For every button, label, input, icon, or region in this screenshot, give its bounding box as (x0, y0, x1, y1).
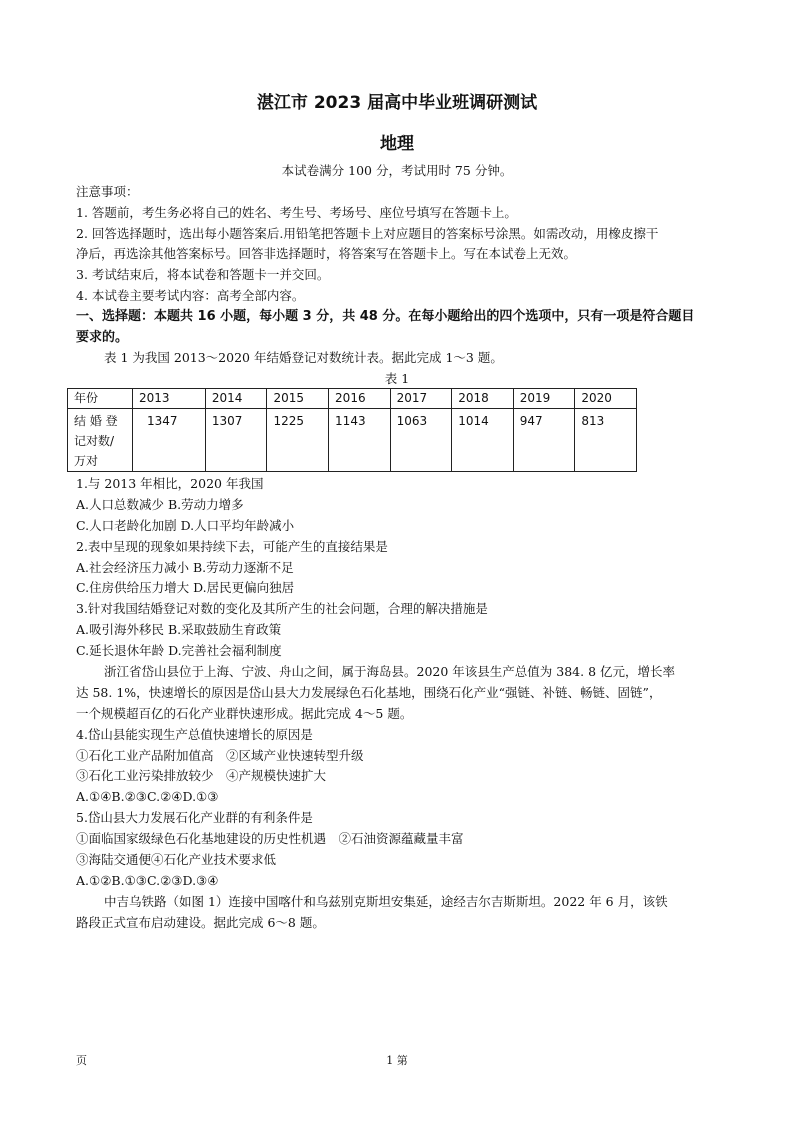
question-options: A.人口总数减少 B.劳动力增多 (76, 496, 244, 512)
value-cell: 1347 (133, 409, 206, 472)
question-statements: ③海陆交通便④石化产业技术要求低 (76, 852, 277, 868)
notes-heading: 注意事项： (76, 184, 139, 199)
question-options: A.吸引海外移民 B.采取鼓励生育政策 (76, 622, 282, 638)
question-stem: 4.岱山县能实现生产总值快速增长的原因是 (76, 726, 313, 742)
question-options: A.①②B.①③C.②③D.③④ (76, 872, 219, 888)
year-cell: 2019 (513, 389, 575, 409)
row-label-line: 记对数/ (74, 434, 115, 448)
notes-item: 4. 本试卷主要考试内容：高考全部内容。 (76, 287, 305, 303)
passage-line: 达 58. 1%，快速增长的原因是岱山县大力发展绿色石化基地，围绕石化产业“强链、补链、畅链、固链”， (76, 684, 662, 700)
question-options: C.住房供给压力增大 D.居民更偏向独居 (76, 580, 295, 596)
subject-heading: 地理 (380, 134, 414, 154)
marriage-registration-table (67, 388, 637, 472)
section-heading-cont: 要求的。 (76, 329, 129, 345)
notes-item: 净后，再选涂其他答案标号。回答非选择题时，将答案写在答题卡上。写在本试卷上无效。 (76, 246, 577, 262)
value-cell: 1307 (205, 409, 267, 472)
year-cell: 2014 (205, 389, 267, 409)
year-cell: 2017 (390, 389, 452, 409)
question-statements: ①石化工业产品附加值高 ②区域产业快速转型升级 (76, 747, 364, 763)
question-stem: 3.针对我国结婚登记对数的变化及其所产生的社会问题，合理的解决措施是 (76, 601, 488, 617)
question-stem: 5.岱山县大力发展石化产业群的有利条件是 (76, 810, 313, 826)
year-cell: 2020 (575, 389, 637, 409)
value-cell: 1014 (452, 409, 514, 472)
exam-meta: 本试卷满分 100 分，考试用时 75 分钟。 (281, 163, 513, 178)
passage-line: 路段正式宣布启动建设。据此完成 6～8 题。 (76, 914, 325, 930)
table-header-row (68, 389, 637, 409)
row-label-line: 结 婚 登 (74, 414, 118, 428)
passage-line: 一个规模超百亿的石化产业群快速形成。据此完成 4～5 题。 (76, 705, 413, 721)
passage-line: 浙江省岱山县位于上海、宁波、舟山之间，属于海岛县。2020 年该县生产总值为 384. 8 亿元，增长率 (104, 664, 675, 680)
row-label-cell (68, 409, 133, 472)
question-options: A.①④B.②③C.②④D.①③ (76, 789, 219, 805)
question-stem: 2.表中呈现的现象如果持续下去，可能产生的直接结果是 (76, 538, 388, 554)
header-label-cell: 年份 (68, 389, 133, 409)
notes-item: 3. 考试结束后，将本试卷和答题卡一并交回。 (76, 267, 330, 283)
question-options: C.人口老龄化加剧 D.人口平均年龄减小 (76, 517, 295, 533)
instructions-block (76, 182, 726, 369)
notes-item: 2. 回答选择题时，选出每小题答案后.用铅笔把答题卡上对应题目的答案标号涂黑。如需改动，用橡皮擦干 (76, 225, 659, 241)
passage-line: 中吉乌铁路（如图 1）连接中国喀什和乌兹别克斯坦安集延，途经吉尔吉斯斯坦。2022 年 6 月，该铁 (104, 893, 668, 909)
value-cell: 1225 (267, 409, 329, 472)
notes-item: 1. 答题前，考生务必将自己的姓名、考生号、考场号、座位号填写在答题卡上。 (76, 204, 517, 220)
footer-page-number: 1 第 (386, 1054, 408, 1067)
row-label-line: 万对 (74, 454, 99, 468)
year-cell: 2013 (133, 389, 206, 409)
question-statements: ③石化工业污染排放较少 ④产规模快速扩大 (76, 768, 327, 784)
year-cell: 2018 (452, 389, 514, 409)
question-options: C.延长退休年龄 D.完善社会福利制度 (76, 643, 282, 659)
value-cell: 813 (575, 409, 637, 472)
footer-page-label: 页 (76, 1054, 87, 1067)
value-cell: 1063 (390, 409, 452, 472)
question-statements: ①面临国家级绿色石化基地建设的历史性机遇 ②石油资源蕴藏量丰富 (76, 831, 464, 847)
questions-block (76, 474, 726, 934)
table-data-row (68, 409, 637, 472)
question-options: A.社会经济压力减小 B.劳动力逐渐不足 (76, 559, 294, 575)
year-cell: 2015 (267, 389, 329, 409)
value-cell: 947 (513, 409, 575, 472)
table-caption: 表 1 (384, 371, 410, 386)
exam-title: 湛江市 2023 届高中毕业班调研测试 (256, 93, 538, 113)
year-cell: 2016 (329, 389, 391, 409)
table-intro: 表 1 为我国 2013～2020 年结婚登记对数统计表。据此完成 1～3 题。 (104, 350, 503, 366)
value-cell: 1143 (329, 409, 391, 472)
section-heading: 一、选择题：本题共 16 小题，每小题 3 分，共 48 分。在每小题给出的四个选项中，只有一项是符合题目 (76, 308, 695, 324)
question-stem: 1.与 2013 年相比，2020 年我国 (76, 476, 264, 491)
